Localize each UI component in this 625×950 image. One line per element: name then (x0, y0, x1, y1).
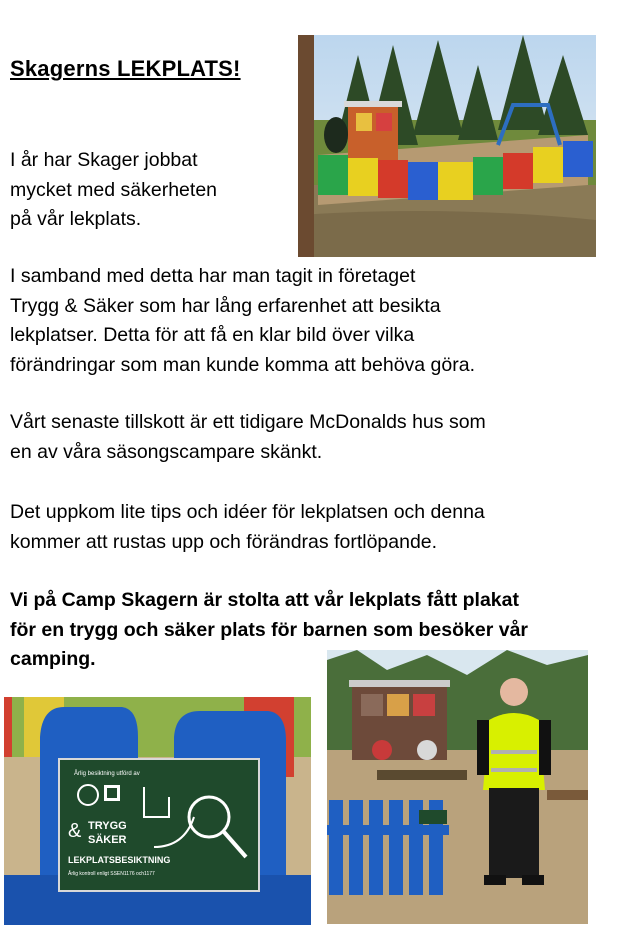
sign-label: LEKPLATSBESIKTNING (68, 855, 171, 865)
text-line: Vi på Camp Skagern är stolta att vår lekplats fått plakat (10, 589, 519, 611)
text-line: en av våra säsongscampare skänkt. (10, 440, 323, 463)
text-line: I samband med detta har man tagit in företaget (10, 265, 416, 287)
text-line: för en trygg och säker plats för barnen som besöker vår (10, 618, 528, 641)
intro-line: mycket med säkerheten (10, 178, 218, 201)
text-line: Det uppkom lite tips och idéer för lekplatsen och denna (10, 501, 485, 523)
intro-paragraph (10, 146, 217, 235)
sign-amp: & (68, 820, 82, 842)
text-line: förändringar som man kunde komma att behöva göra. (10, 353, 476, 376)
paragraph-mcdonalds-house (10, 408, 486, 467)
sign-photo (4, 697, 311, 925)
inspector-photo (327, 650, 588, 924)
sign-small-text: Årlig kontroll enligt SSEN1176 och1177 (68, 871, 155, 877)
sign-brand-2: SÄKER (88, 834, 127, 846)
text-line: Trygg & Säker som har lång erfarenhet att besikta (10, 294, 441, 317)
sign-brand-1: TRYGG (88, 820, 127, 832)
paragraph-tips (10, 498, 485, 557)
intro-line: I år har Skager jobbat (10, 149, 198, 171)
text-line: lekplatser. Detta för att få en klar bild över vilka (10, 324, 415, 346)
sign-top-text: Årlig besiktning utförd av (74, 771, 140, 777)
paragraph-inspection (10, 262, 475, 380)
text-line: camping. (10, 648, 96, 670)
intro-line: på vår lekplats. (10, 208, 142, 230)
page-title: Skagerns LEKPLATS! (10, 56, 241, 81)
text-line: Vårt senaste tillskott är ett tidigare McDonalds hus som (10, 411, 486, 433)
playground-photo (298, 35, 596, 257)
text-line: kommer att rustas upp och förändras fortlöpande. (10, 530, 438, 553)
